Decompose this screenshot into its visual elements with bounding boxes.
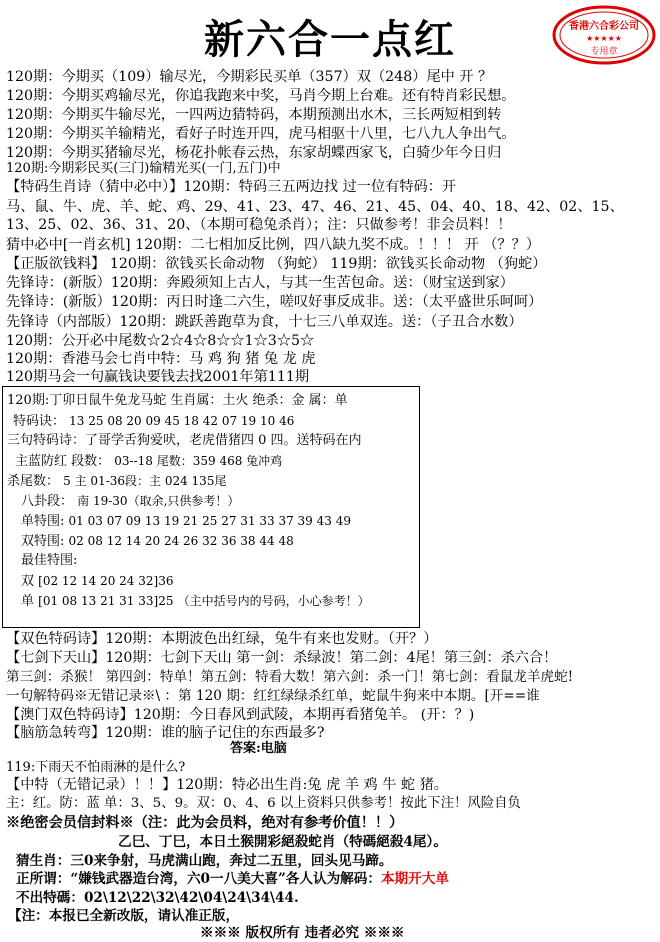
line-3: 120期：今期买牛输尽光，一四两边猜特码，本期预测出水木，三长两短相到转	[6, 107, 502, 123]
line-13: 先锋诗：(新版）120期：丙日时逢二六生，嗟叹好事反成非。送：（太平盛世乐呵呵）	[6, 294, 543, 310]
svg-text:★★★★★: ★★★★★	[586, 34, 622, 43]
box-value: [01 08 13 21 31 33]25	[38, 594, 174, 608]
box-label: 特码诀：	[13, 414, 66, 429]
line-20: 第三剑：杀猴！ 第四剑：特单！第五剑：特看大数！第六剑：杀一门！第七剑：看鼠龙羊虎蛇!	[6, 669, 574, 685]
line-30	[16, 870, 449, 888]
svg-text:香港六合彩公司: 香港六合彩公司	[569, 21, 639, 32]
box-label: 八卦段：	[21, 494, 74, 509]
line-1: 120期：今期买（109）输尽光，今期彩民买单（357）双（248）尾中 开 ？	[6, 69, 493, 85]
line-32: 【注：本报已全新改版，请认准正版，	[8, 908, 240, 924]
box-value: [02 12 14 20 24 32]36	[38, 574, 174, 588]
line-25: 【中特（无错记录）！！】120期：特必出生肖:兔 虎 羊 鸡 牛 蛇 猪。	[6, 777, 448, 793]
line-16: 120期：香港马会七肖中特：马 鸡 狗 猪 兔 龙 虎	[6, 351, 316, 367]
line-11: 【正版欲钱料】 120期：欲钱买长命动物 （狗蛇） 119期：欲钱买长命动物 （狗蛇）	[6, 256, 547, 272]
box-line-7	[21, 513, 351, 530]
line-24: 119:下雨天不怕雨淋的是什么?	[6, 760, 186, 775]
line-29: 猜生肖：三0来争射，马虎满山跑，奔过二五里，回头见马蹄。	[16, 853, 393, 869]
info-box	[2, 386, 420, 628]
line-4: 120期：今期买羊输精光，看好子时连开四，虎马相驱十八里，七八九人争出气。	[6, 126, 516, 142]
box-line-6	[21, 493, 239, 510]
seal-stamp	[551, 4, 657, 66]
box-value: 南 19-30（取余,只供参考！）	[77, 494, 240, 508]
line-18: 【双色特码诗】120期：本期波色出红绿，兔牛有来也发财。（开？）	[6, 631, 438, 647]
line-21: 一句解特码※无错记录※\ ：第 120 期：红红绿绿杀红单，蛇鼠牛狗来中本期。[开==谁	[6, 688, 540, 704]
box-value: 02 08 12 14 20 24 26 32 36 38 44 48	[68, 534, 294, 548]
line-17: 120期马会一句赢钱诀要钱去找2001年第111期	[6, 369, 310, 385]
copyright-line: ※※※ 版权所有 违者必究 ※※※	[200, 925, 405, 941]
line-15: 120期：公开必中尾数☆2☆4☆8☆☆1☆3☆5☆	[6, 333, 315, 349]
line-7: 【特码生肖诗（猜中必中）】120期：特码三五两边找 过一位有特码：开	[6, 179, 457, 195]
line-12: 先锋诗：(新版）120期：奔殿须知上古人，与其一生苦包命。送：（财宝送到家）	[6, 275, 514, 291]
svg-text:专用章: 专用章	[590, 47, 618, 57]
line-9: 13、25、02、36、31、20、（本期可稳兔杀肖）；注：只做参考！非会员料！！	[6, 217, 512, 233]
page-title: 新六合一点红	[204, 16, 456, 63]
line-23: 【脑筋急转弯】120期：谁的脑子记住的东西最多?	[6, 725, 325, 741]
line-27: ※绝密会员信封料※（注：此为会员料，绝对有参考价值！！）	[6, 815, 404, 831]
box-line-4	[15, 453, 282, 470]
box-line-1: 120期:丁卯日鼠牛免龙马蛇 生肖属：土火 绝杀：金 属：单	[7, 393, 348, 408]
box-label: 单特围:	[21, 514, 65, 529]
box-value: 01 03 07 09 13 19 21 25 27 31 33 37 39 43 49	[68, 514, 351, 528]
line-10: 猜中必中[一肖玄机] 120期：二七相加反比例，四八缺九奖不成。！！！ 开 （？？）	[6, 237, 541, 253]
box-line-8	[21, 533, 294, 550]
line-5: 120期：今期买猪输尽光，杨花扑帐春云热，东家胡蝶西家飞，白骑少年今日归	[6, 145, 502, 161]
line-31: 不出特碼：02\12\22\32\42\04\24\34\44.	[16, 890, 299, 906]
decode-answer: 本期开大单	[380, 871, 449, 887]
box-label: 杀尾数：	[7, 474, 60, 489]
line-22: 【澳门双色特码诗】120期：今日春风到武陵，本期再看猪兔羊。 (开：？)	[6, 707, 475, 723]
box-label: 单	[21, 594, 35, 609]
line-26: 主：红。防：蓝 单：3、5、9。双：0、4、6 以上资料只供参考！按此下注！风险自负	[6, 796, 521, 811]
box-value: 5 主 01-36段：主 024 135尾	[63, 474, 227, 488]
box-label: 主蓝防红 段数：	[15, 454, 111, 469]
seal-icon	[551, 4, 657, 66]
box-line-11	[21, 593, 370, 610]
answer-line: 答案:电脑	[230, 741, 287, 756]
box-line-10	[21, 573, 173, 590]
decode-text: 正所谓：“嫌钱武器造台湾，六0一八美大喜”各人认为解码：	[16, 871, 381, 887]
box-line-2	[13, 413, 294, 430]
box-line-9: 最佳特围:	[21, 553, 78, 568]
box-note: （主中括号内的号码，小心参考！）	[177, 594, 370, 608]
box-value: 13 25 08 20 09 45 18 42 07 19 10 46	[69, 414, 295, 428]
line-2: 120期：今期买鸡输尽光，你追我跑来中奖，马肖今期上台难。还有特肖彩民想。	[6, 88, 516, 104]
line-6: 120期:今期彩民买(三门)输精光买(一门,五门)中	[6, 161, 281, 176]
line-14: 先锋诗（内部版）120期：跳跃善跑草为食，十七三八单双连。送：（子丑合水数）	[6, 314, 523, 330]
line-8: 马、鼠、牛、虎、羊、蛇、鸡、29、41、23、47、46、21、45、04、40、18、42、02、15、	[6, 199, 624, 215]
box-line-5	[7, 473, 226, 490]
line-19: 【七剑下天山】120期：七剑下天山 第一剑：杀绿波！第二剑：4尾！第三剑：杀六合！	[6, 650, 558, 666]
box-line-3: 三句特码诗：了哥学舌狗爱吠，老虎借猪四 0 四。送特码在内	[7, 433, 362, 448]
box-label: 双	[21, 574, 35, 589]
box-value: 03--18 尾数：359 468 兔冲鸡	[114, 454, 283, 468]
line-28: 乙巳、丁巳，本日土猴開彩絕殺蛇肖（特碼絕殺4尾）。	[118, 834, 447, 850]
box-label: 双特围:	[21, 534, 65, 549]
